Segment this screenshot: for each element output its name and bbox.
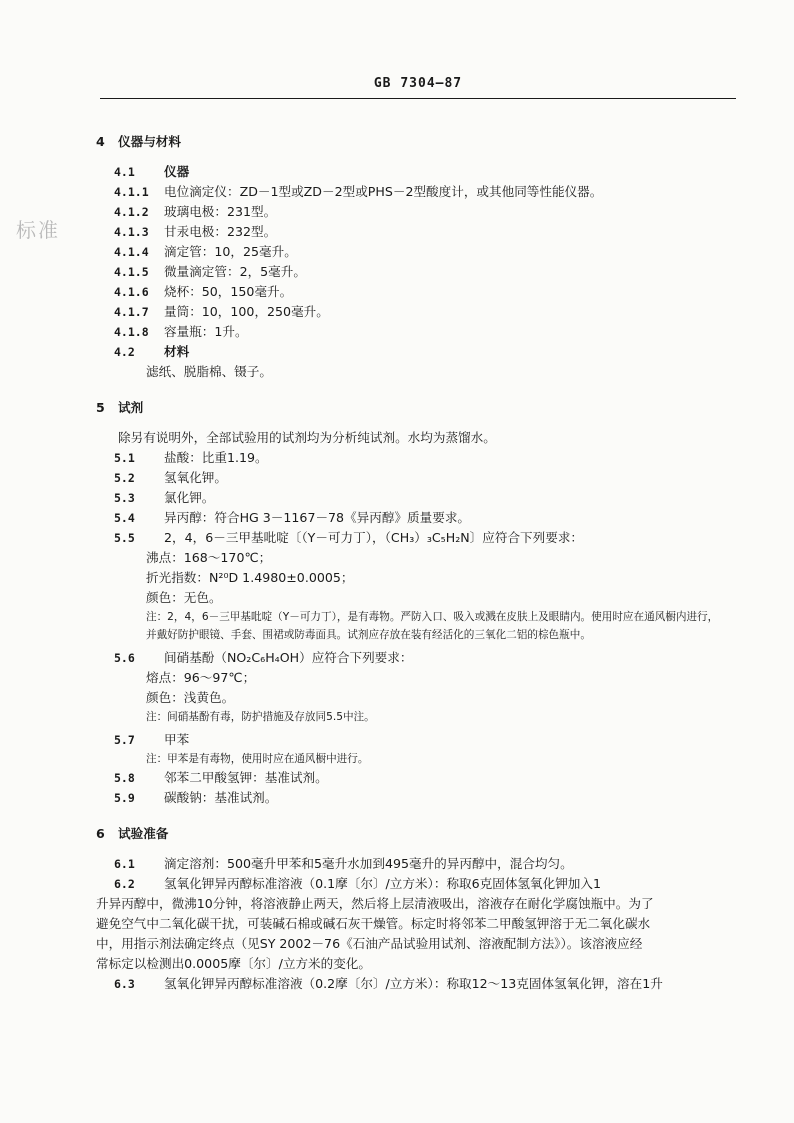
item-5-5: 5.5 2，4，6－三甲基吡啶〔（Y－可力丁），（CH₃）₃C₅H₂N〕应符合下列要求： [114,530,584,545]
item-5-3: 5.3 氯化钾。 [114,490,215,505]
item-4-1-4: 4.1.4 滴定管：10，25毫升。 [114,244,297,259]
section-4-heading: 4 仪器与材料 [96,134,181,149]
item-4-1-5: 4.1.5 微量滴定管：2，5毫升。 [114,264,306,279]
item-6-1: 6.1 滴定溶剂：500毫升甲苯和5毫升水加到495毫升的异丙醇中，混合均匀。 [114,856,573,871]
item-5-5-refraction: 折光指数：N²⁰D 1.4980±0.0005； [146,570,354,585]
item-4-1-6: 4.1.6 烧杯：50，150毫升。 [114,284,293,299]
item-5-2: 5.2 氢氧化钾。 [114,470,227,485]
header-rule [100,98,736,99]
item-6-2-line: 升异丙醇中，微沸10分钟，将溶液静止两天，然后将上层清液吸出，溶液存在耐化学腐蚀瓶中。为了 [96,896,654,911]
side-watermark: 标准 [16,218,60,242]
item-4-2: 4.2 材料 [114,344,190,359]
item-4-1-3: 4.1.3 甘汞电极：232型。 [114,224,277,239]
materials-text: 滤纸、脱脂棉、镊子。 [146,364,272,379]
item-4-1: 4.1 仪器 [114,164,190,179]
page-header: GB 7304—87 [373,76,463,91]
item-5-1: 5.1 盐酸：比重1.19。 [114,450,268,465]
item-5-4: 5.4 异丙醇：符合HG 3－1167－78《异丙醇》质量要求。 [114,510,471,525]
document-body [96,126,724,994]
section-6-heading: 6 试验准备 [96,826,169,841]
item-5-5-color: 颜色：无色。 [146,590,222,605]
item-6-2-line: 避免空气中二氧化碳干扰，可装碱石棉或碱石灰干燥管。标定时将邻苯二甲酸氢钾溶于无二氧化碳水 [96,916,651,931]
item-4-1-8: 4.1.8 容量瓶：1升。 [114,324,248,339]
item-5-9: 5.9 碳酸钠：基准试剂。 [114,790,278,805]
item-4-1-7: 4.1.7 量筒：10，100，250毫升。 [114,304,329,319]
item-5-7-note: 注：甲苯是有毒物，使用时应在通风橱中进行。 [146,753,369,765]
item-6-2-line: 中，用指示剂法确定终点（见SY 2002－76《石油产品试验用试剂、溶液配制方法》）。该溶液应经 [96,936,643,951]
item-6-2: 6.2 氢氧化钾异丙醇标准溶液（0.1摩〔尔〕/立方米）：称取6克固体氢氧化钾加入1 [114,876,601,891]
item-4-1-1: 4.1.1 电位滴定仪：ZD－1型或ZD－2型或PHS－2型酸度计，或其他同等性能仪器。 [114,184,603,199]
item-5-6-melting: 熔点：96～97℃； [146,670,256,685]
item-5-7: 5.7 甲苯 [114,732,190,747]
section-5-heading: 5 试剂 [96,400,144,415]
item-5-6-color: 颜色：浅黄色。 [146,690,235,705]
item-5-5-note: 注：2，4，6－三甲基吡啶（Y－可力丁），是有毒物。严防入口、吸入或溅在皮肤上及眼睛内。使用时应在通风橱内进行，并戴好防护眼镜、手套、围裙或防毒面具。试剂应存放在装有经活化的三氧化二铝的棕色瓶中。 [146,611,719,641]
item-4-1-2: 4.1.2 玻璃电极：231型。 [114,204,277,219]
item-5-6: 5.6 间硝基酚（NO₂C₆H₄OH）应符合下列要求： [114,650,413,665]
item-5-5-boiling: 沸点：168～170℃； [146,550,272,565]
item-5-6-note: 注：间硝基酚有毒，防护措施及存放同5.5中注。 [146,711,375,723]
item-5-8: 5.8 邻苯二甲酸氢钾：基准试剂。 [114,770,328,785]
item-6-2-line: 常标定以检测出0.0005摩〔尔〕/立方米的变化。 [96,956,371,971]
item-6-3: 6.3 氢氧化钾异丙醇标准溶液（0.2摩〔尔〕/立方米）：称取12～13克固体氢氧化钾，溶在1升 [114,976,663,991]
section-5-intro: 除另有说明外，全部试验用的试剂均为分析纯试剂。水均为蒸馏水。 [118,430,496,445]
